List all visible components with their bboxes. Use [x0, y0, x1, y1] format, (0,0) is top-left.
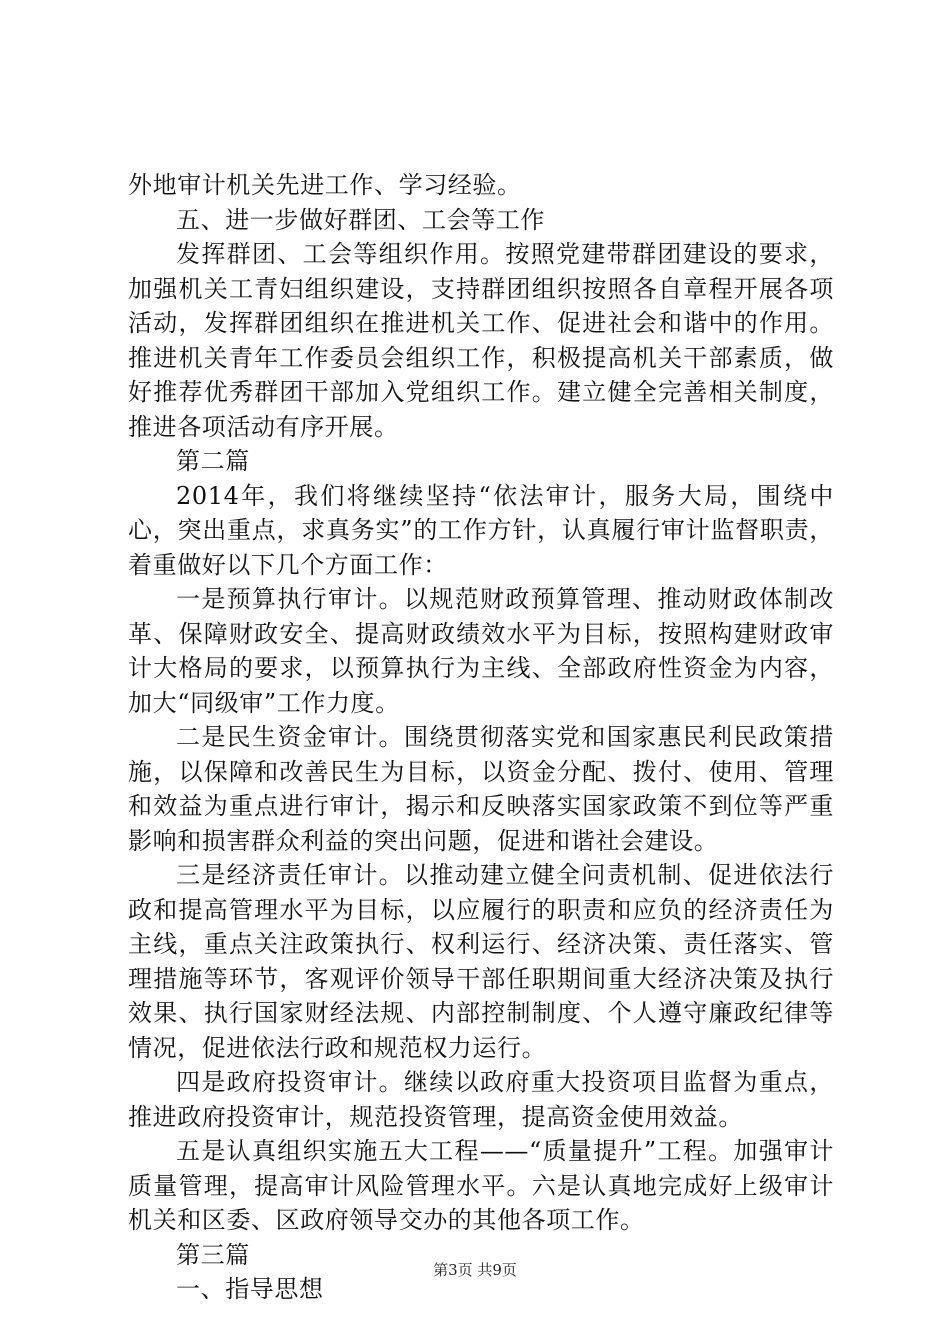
paragraph: 2014年，我们将继续坚持“依法审计，服务大局，围绕中心，突出重点，求真务实”的工作方针，认真履行审计监督职责，着重做好以下几个方面工作： — [128, 481, 834, 579]
paragraph: 五是认真组织实施五大工程——“质量提升”工程。加强审计质量管理，提高审计风险管理水平。六是认真地完成好上级审计机关和区委、区政府领导交办的其他各项工作。 — [128, 1137, 834, 1234]
section-heading: 五、进一步做好群团、工会等工作 — [176, 205, 545, 234]
page-number: 第3页 共9页 — [433, 1261, 517, 1279]
paragraph: 一是预算执行审计。以规范财政预算管理、推动财政体制改革、保障财政安全、提高财政绩效水平为目标，按照构建财政审计大格局的要求，以预算执行为主线、全部政府性资金为内容，加大“同级审”工作力度。 — [128, 585, 834, 717]
paragraph: 二是民生资金审计。围绕贯彻落实党和国家惠民利民政策措施，以保障和改善民生为目标，以资金分配、拨付、使用、管理和效益为重点进行审计，揭示和反映落实国家政策不到位等严重影响和损害群众利益的突出问题，促进和谐社会建设。 — [128, 723, 834, 855]
paragraph: 发挥群团、工会等组织作用。按照党建带群团建设的要求，加强机关工青妇组织建设，支持群团组织按照各自章程开展各项活动，发挥群团组织在推进机关工作、促进社会和谐中的作用。推进机关青年工作委员会组织工作，积极提高机关干部素质，做好推荐优秀群团干部加入党组织工作。建立健全完善相关制度，推进各项活动有序开展。 — [128, 240, 834, 441]
paragraph: 四是政府投资审计。继续以政府重大投资项目监督为重点，推进政府投资审计，规范投资管理，提高资金使用效益。 — [128, 1068, 834, 1131]
section-heading: 一、指导思想 — [176, 1275, 324, 1303]
section-heading: 第三篇 — [176, 1240, 250, 1269]
paragraph: 三是经济责任审计。以推动建立健全问责机制、促进依法行政和提高管理水平为目标，以应履行的职责和应负的经济责任为主线，重点关注政策执行、权利运行、经济决策、责任落实、管理措施等环节，客观评价领导干部任职期间重大经济决策及执行效果、执行国家财经法规、内部控制制度、个人遵守廉政纪律等情况，促进依法行政和规范权力运行。 — [128, 861, 834, 1062]
section-heading: 第二篇 — [176, 447, 250, 475]
paragraph-continuation: 外地审计机关先进工作、学习经验。 — [128, 171, 522, 199]
document-body — [128, 168, 834, 1307]
